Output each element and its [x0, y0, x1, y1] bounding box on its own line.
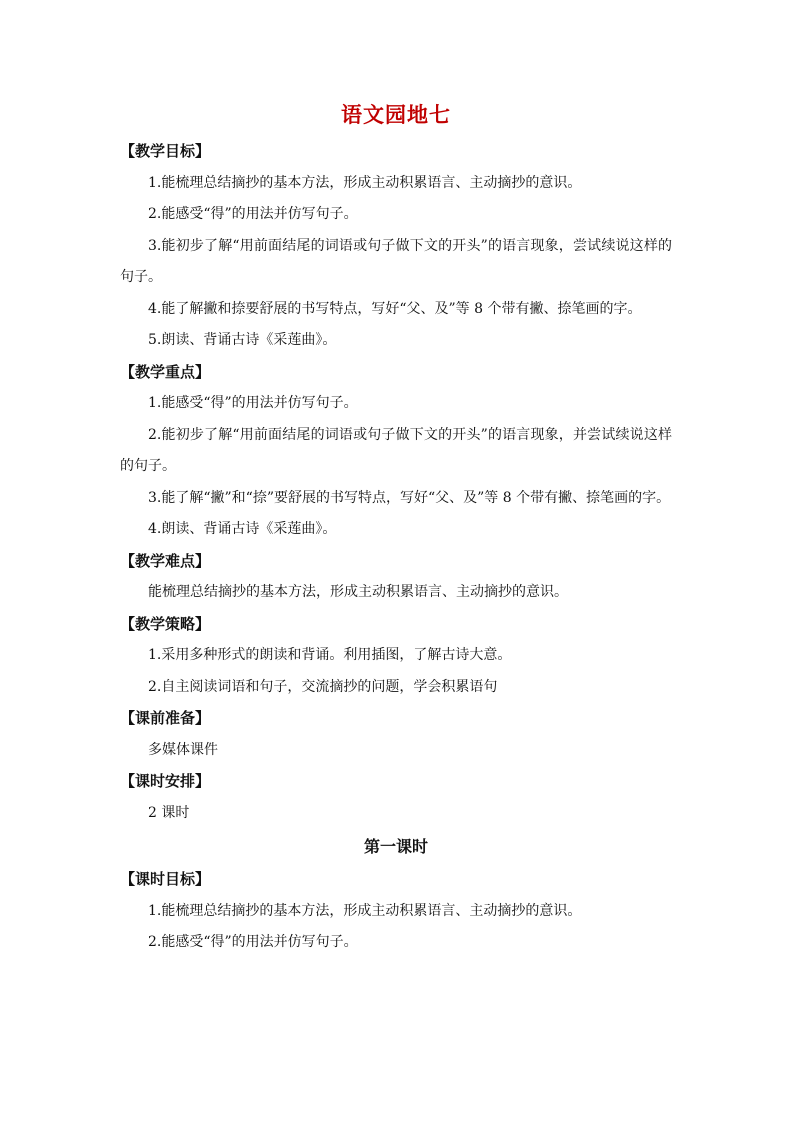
paragraph: 2.自主阅读词语和句子，交流摘抄的问题，学会积累语句: [148, 678, 498, 695]
lesson-title: 第一课时: [363, 837, 428, 856]
paragraph: 5.朗读、背诵古诗《采莲曲》。: [148, 332, 337, 348]
document-title: 语文园地七: [341, 102, 451, 127]
section-teaching-objectives: [120, 136, 672, 357]
section-schedule: [120, 766, 672, 829]
section-preparation: [120, 703, 672, 766]
section-teaching-focus: [120, 357, 672, 546]
paragraph: 1.能梳理总结摘抄的基本方法，形成主动积累语言、主动摘抄的意识。: [148, 174, 582, 191]
paragraph: 多媒体课件: [148, 741, 218, 758]
section-teaching-strategy: [120, 609, 672, 704]
section-heading: 【教学目标】: [120, 142, 211, 160]
document-page: [120, 100, 672, 959]
section-lesson-objectives: [120, 864, 672, 959]
paragraph: 2.能初步了解“用前面结尾的词语或句子做下文的开头”的语言现象，并尝试续说这样的句子。: [120, 426, 672, 474]
paragraph: 2 课时: [148, 804, 190, 821]
section-heading: 【课前准备】: [120, 709, 211, 727]
section-teaching-difficulty: [120, 546, 672, 609]
section-heading: 【教学重点】: [120, 362, 211, 381]
paragraph: 3.能了解“撇”和“捺”要舒展的书写特点，写好“父、及”等 8 个带有撇、捺笔画的字。: [148, 489, 671, 506]
paragraph: 2.能感受“得”的用法并仿写句子。: [148, 206, 358, 222]
paragraph: 1.能感受“得”的用法并仿写句子。: [148, 395, 358, 411]
section-heading: 【课时目标】: [120, 870, 211, 888]
paragraph: 4.能了解撇和捺要舒展的书写特点，写好“父、及”等 8 个带有撇、捺笔画的字。: [148, 300, 642, 317]
paragraph: 2.能感受“得”的用法并仿写句子。: [148, 934, 358, 950]
section-heading: 【课时安排】: [120, 772, 211, 790]
section-heading: 【教学难点】: [120, 551, 211, 570]
paragraph: 1.能梳理总结摘抄的基本方法，形成主动积累语言、主动摘抄的意识。: [148, 902, 582, 919]
section-heading: 【教学策略】: [120, 614, 211, 633]
paragraph: 1.采用多种形式的朗读和背诵。利用插图，了解古诗大意。: [148, 647, 512, 663]
paragraph: 4.朗读、背诵古诗《采莲曲》。: [148, 521, 337, 537]
paragraph: 能梳理总结摘抄的基本方法，形成主动积累语言、主动摘抄的意识。: [148, 584, 568, 600]
paragraph: 3.能初步了解“用前面结尾的词语或句子做下文的开头”的语言现象，尝试续说这样的句子。: [120, 237, 672, 285]
